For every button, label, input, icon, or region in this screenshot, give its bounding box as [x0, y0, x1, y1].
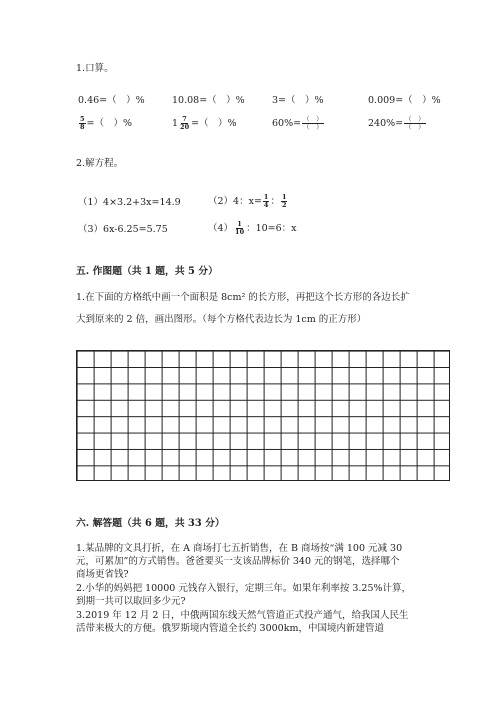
equation-1: （1）4×3.2+3x=14.9	[78, 197, 181, 208]
equation-3: （3）6x-6.25=5.75	[78, 224, 168, 235]
section-5-question-line-1: 1.在下面的方格纸中画一个面积是 8cm² 的长方形，再把这个长方形的各边长扩	[76, 292, 410, 303]
grid-paper[interactable]	[76, 350, 450, 481]
section-6-line: 1.某品牌的文具打折，在 A 商场打七五折销售，在 B 商场按“满 100 元减 30	[76, 543, 403, 554]
oral-calc-title: 1.口算。	[76, 63, 114, 74]
oral-item-3: 3=（ ）%	[272, 95, 324, 106]
section-6-line: 商场更省钱?	[76, 569, 129, 580]
oral-item-6: 1 $\frac{7}{20}$ =（ ）%	[172, 115, 237, 131]
oral-item-2: 10.08=（ ）%	[172, 95, 245, 106]
equations-title: 2.解方程。	[76, 158, 124, 169]
section-6-line: 元，可累加”的方式销售。爸爸要买一支该品牌标价 340 元的钢笔，选择哪个	[76, 556, 400, 567]
fraction: $\frac{1}{10}$	[235, 220, 245, 236]
oral-item-1: 0.46=（ ）%	[78, 95, 145, 106]
fraction: $\frac{1}{4}$	[263, 193, 269, 209]
section-6-line: 2.小华的妈妈把 10000 元钱存入银行，定期三年。如果年利率按 3.25%计算，	[76, 583, 412, 594]
equation-4: （4） $\frac{1}{10}$ ：10=6：x	[208, 220, 297, 236]
oral-item-5: $\frac{5}{8}$ =（ ）%	[80, 115, 133, 131]
oral-item-8: 240%= $\frac{( )}{( )}$	[368, 115, 425, 131]
section-6-line: 到期一共可以取回多少元?	[76, 596, 186, 607]
equation-2: （2）4：x= $\frac{1}{4}$ ： $\frac{1}{2}$	[208, 193, 287, 209]
fraction: $\frac{7}{20}$	[180, 115, 190, 131]
fraction: $\frac{( )}{( )}$	[405, 115, 425, 131]
oral-item-7: 60%= $\frac{( )}{( )}$	[272, 115, 323, 131]
section-5-heading: 五. 作图题（共 1 题，共 5 分）	[76, 266, 218, 277]
fraction: $\frac{5}{8}$	[80, 115, 85, 131]
section-5-question-line-2: 大到原来的 2 倍，画出图形。（每个方格代表边长为 1cm 的正方形）	[76, 314, 367, 325]
section-6-line: 3.2019 年 12 月 2 日，中俄两国东线天然气管道正式投产通气，给我国人民生	[76, 610, 409, 621]
section-6-line: 活带来极大的方便。俄罗斯境内管道全长约 3000km，中国境内新建管道	[76, 623, 384, 634]
fraction: $\frac{( )}{( )}$	[303, 115, 323, 131]
section-6-heading: 六. 解答题（共 6 题，共 33 分）	[76, 518, 225, 529]
oral-item-4: 0.009=（ ）%	[368, 95, 441, 106]
fraction: $\frac{1}{2}$	[281, 193, 287, 209]
